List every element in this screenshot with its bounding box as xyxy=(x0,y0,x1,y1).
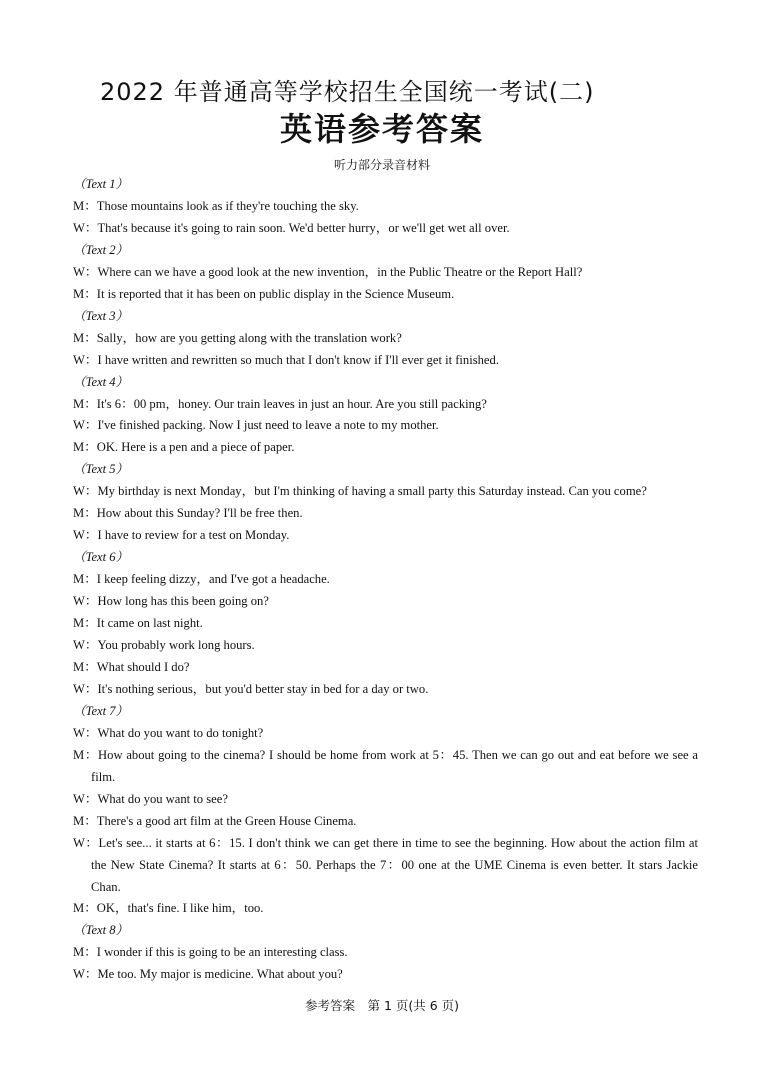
text-section-label: （Text 3） xyxy=(73,308,129,323)
text-section-label: （Text 2） xyxy=(73,242,129,257)
dialogue-line: M：OK，that's fine. I like him，too. xyxy=(73,901,264,916)
dialogue-line: M：I keep feeling dizzy，and I've got a headache. xyxy=(73,572,330,587)
text-section-label: （Text 1） xyxy=(73,177,129,191)
dialogue-line: W：How long has this been going on? xyxy=(73,594,269,609)
dialogue-line: M：I wonder if this is going to be an interesting class. xyxy=(73,945,348,960)
dialogue-line: W：I have to review for a test on Monday. xyxy=(73,528,290,543)
dialogue-line: M：How about this Sunday? I'll be free then. xyxy=(73,506,303,521)
dialogue-line: W：Me too. My major is medicine. What about you? xyxy=(73,967,343,982)
dialogue-line: W：Where can we have a good look at the new invention，in the Public Theatre or the Report Hall? xyxy=(73,264,583,279)
dialogue-line: M：It's 6：00 pm，honey. Our train leaves in just an hour. Are you still packing? xyxy=(73,396,487,411)
dialogue-line: M：What should I do? xyxy=(73,659,190,674)
section-title: 听力部分录音材料 xyxy=(333,158,430,172)
exam-title: 2022 年普通高等学校招生全国统一考试(二) xyxy=(100,78,595,106)
transcript-body xyxy=(73,174,698,986)
text-section-label: （Text 8） xyxy=(73,923,129,938)
dialogue-line: W：What do you want to see? xyxy=(73,791,228,806)
doc-title: 英语参考答案 xyxy=(279,110,484,148)
dialogue-line: W：My birthday is next Monday，but I'm thinking of having a small party this Saturday instead. Can you come? xyxy=(73,484,647,499)
dialogue-line: W：I've finished packing. Now I just need to leave a note to my mother. xyxy=(73,418,439,433)
page-footer: 参考答案 第 1 页(共 6 页) xyxy=(304,998,460,1013)
text-section-label: （Text 5） xyxy=(73,462,129,477)
dialogue-line: M：There's a good art film at the Green House Cinema. xyxy=(73,813,357,828)
text-section-label: （Text 7） xyxy=(73,703,129,718)
dialogue-line: M：It came on last night. xyxy=(73,616,203,631)
dialogue-line: W：What do you want to do tonight? xyxy=(73,725,264,740)
dialogue-line: M：Sally，how are you getting along with the translation work? xyxy=(73,330,402,345)
dialogue-line: M：How about going to the cinema? I should be home from work at 5：45. Then we can go out and eat before we see a film. xyxy=(73,747,698,784)
dialogue-line: M：Those mountains look as if they're touching the sky. xyxy=(73,198,359,213)
text-section-label: （Text 4） xyxy=(73,374,129,389)
dialogue-line: W：That's because it's going to rain soon. We'd better hurry，or we'll get wet all over. xyxy=(73,220,510,235)
dialogue-line: M：OK. Here is a pen and a piece of paper. xyxy=(73,440,295,455)
dialogue-line: W：Let's see... it starts at 6：15. I don't think we can get there in time to see the beginning. How about the action film at the New State Cinema? It starts at 6：50. Perhaps the 7：00 one at the UME Cinema is even better. It stars Jackie Chan. xyxy=(73,835,698,894)
dialogue-line: W：I have written and rewritten so much that I don't know if I'll ever get it finished. xyxy=(73,352,499,367)
dialogue-line: W：It's nothing serious，but you'd better stay in bed for a day or two. xyxy=(73,681,429,696)
text-section-label: （Text 6） xyxy=(73,550,129,565)
dialogue-line: W：You probably work long hours. xyxy=(73,638,255,653)
dialogue-line: M：It is reported that it has been on public display in the Science Museum. xyxy=(73,286,455,301)
